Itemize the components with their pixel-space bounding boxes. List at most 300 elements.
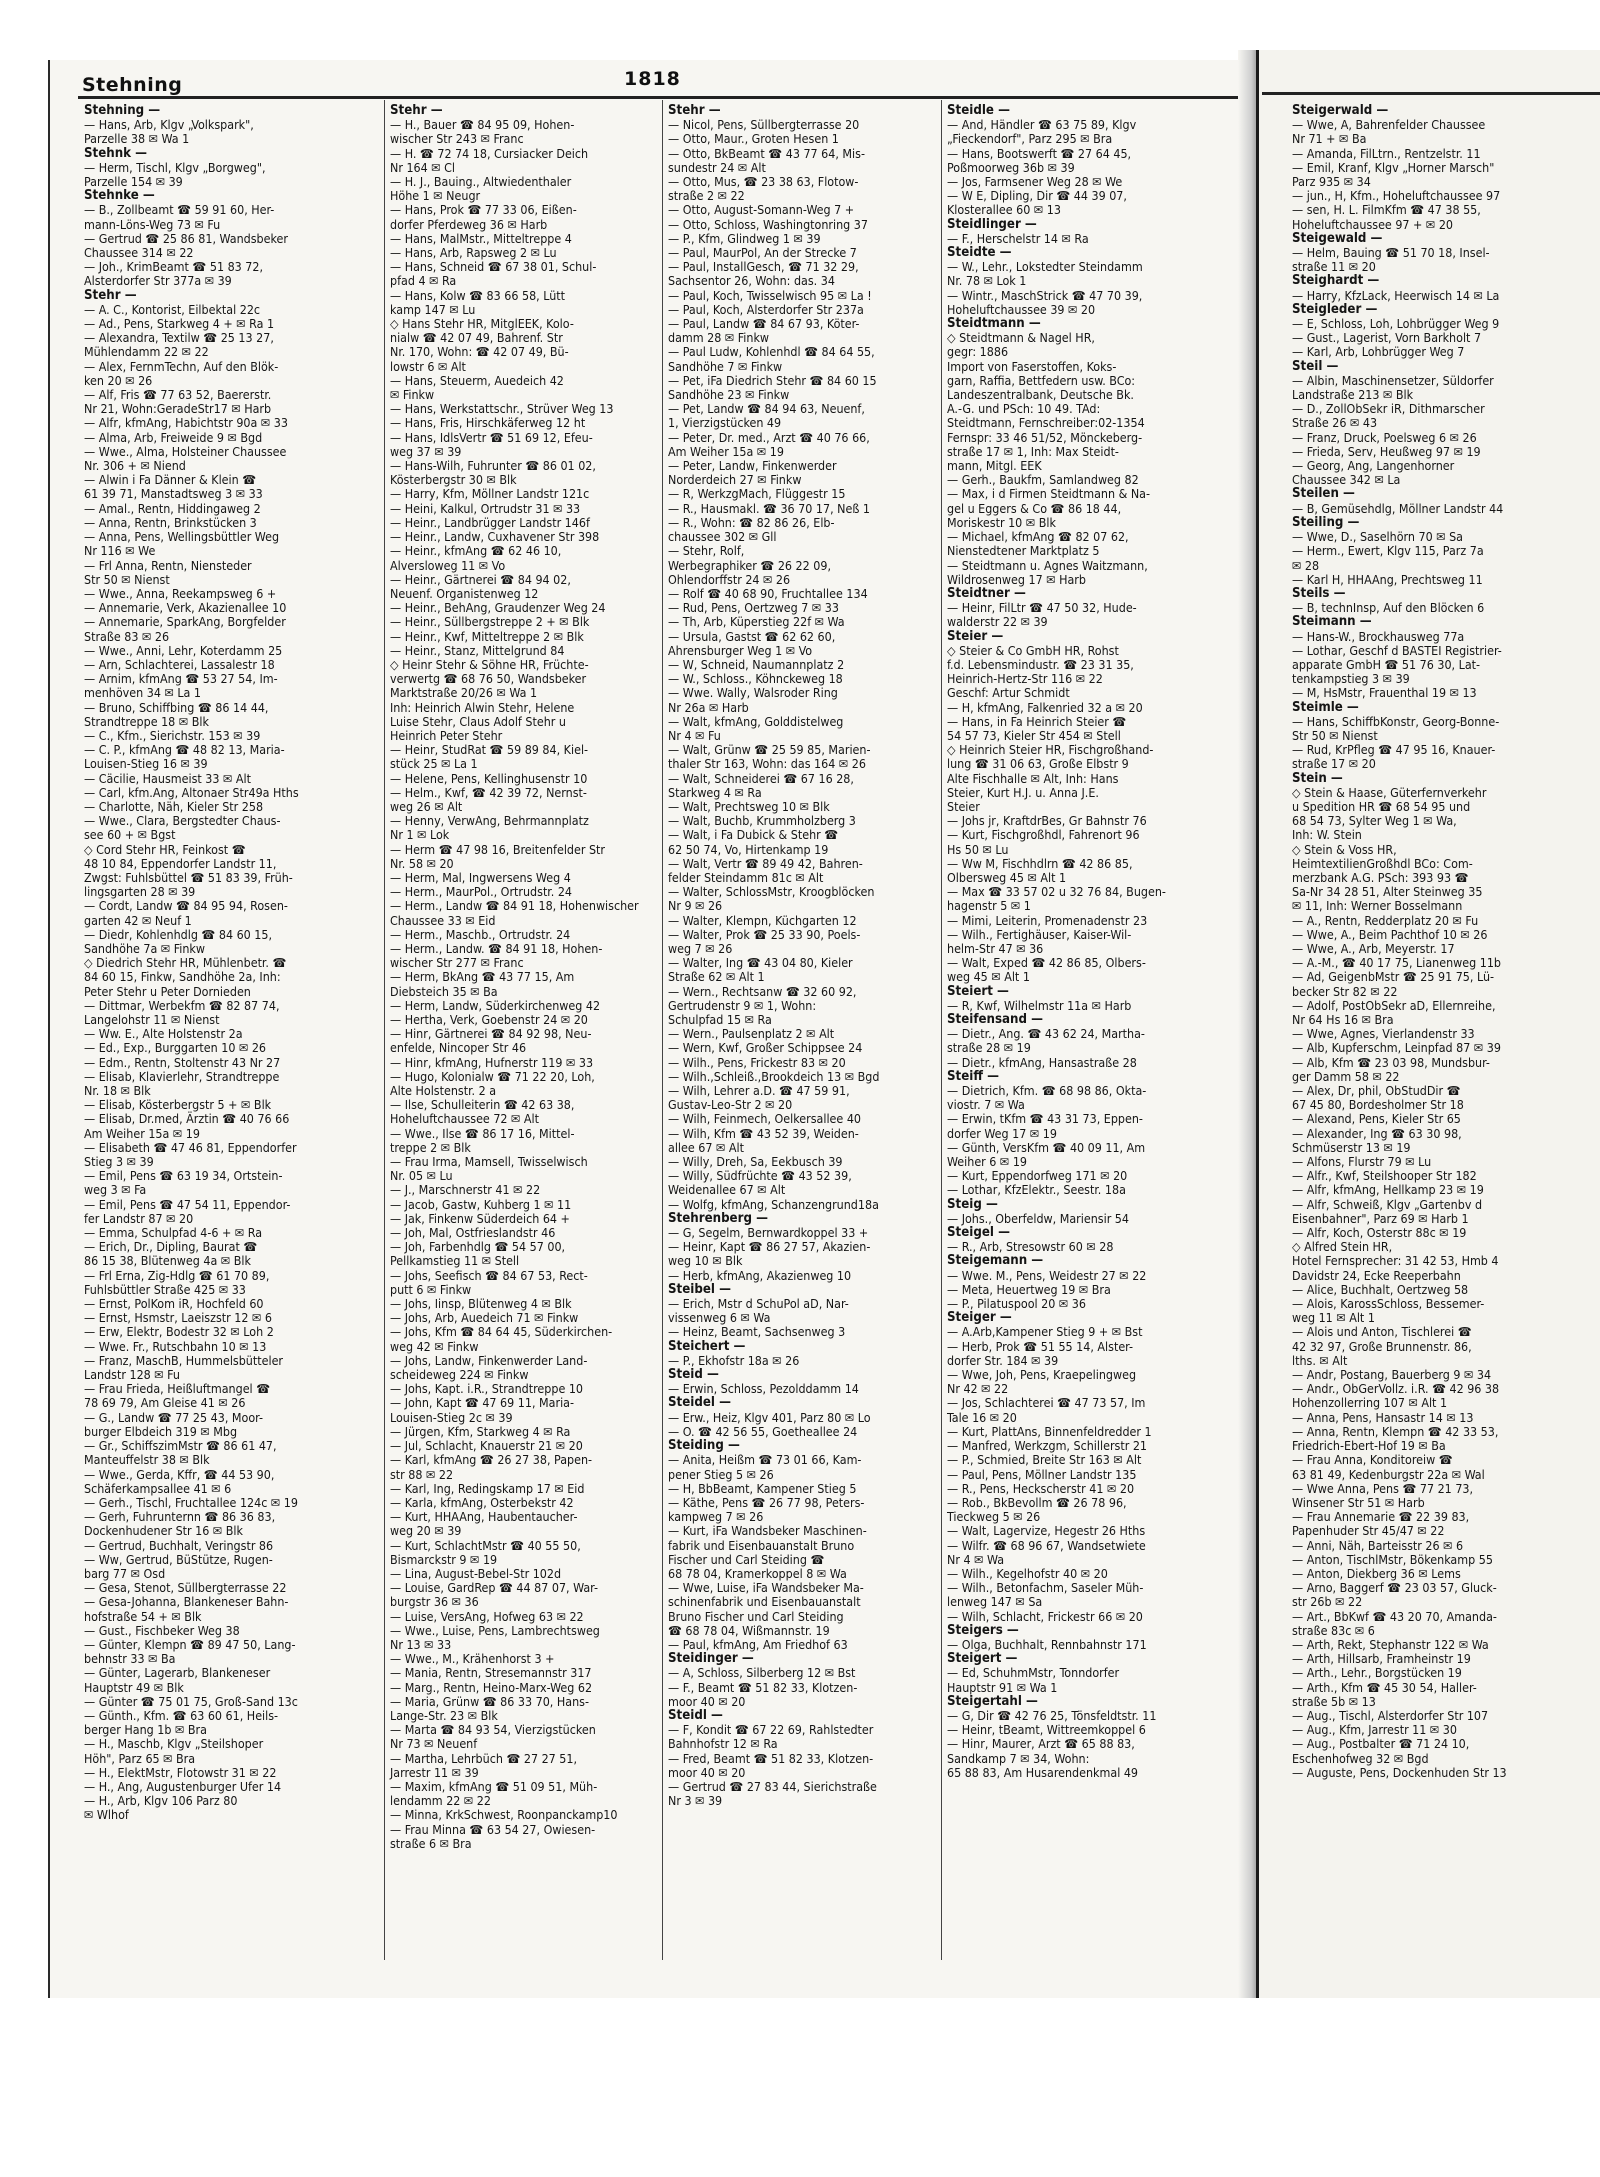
directory-line: — Amanda, FilLtrn., Rentzelstr. 11 — [1292, 145, 1481, 161]
directory-line: Steig — — [947, 1196, 998, 1212]
directory-line: — H., ElektMstr, Flotowstr 31 ✉ 22 — [84, 1764, 277, 1780]
directory-line: — Arno, Baggerf ☎ 23 03 57, Gluck- — [1292, 1580, 1497, 1596]
directory-line: — Frau Frieda, Heißluftmangel ☎ — [84, 1381, 271, 1397]
directory-line: Jarrestr 11 ✉ 39 — [390, 1764, 479, 1780]
directory-line: damm 28 ✉ Finkw — [668, 330, 770, 346]
directory-line: — A. C., Kontorist, Eilbektal 22c — [84, 301, 261, 317]
directory-line: — Heinr., Landw, Cuxhavener Str 398 — [390, 529, 600, 545]
directory-line: Strandtreppe 18 ✉ Blk — [84, 713, 209, 729]
directory-line: — Diedr, Kohlenhdlg ☎ 84 60 15, — [84, 926, 273, 942]
directory-line: — Heinr., kfmAng ☎ 62 46 10, — [390, 543, 562, 559]
directory-line: — Wilh, Lehrer a.D. ☎ 47 59 91, — [668, 1083, 850, 1099]
directory-line: — Manfred, Werkzgm, Schillerstr 21 — [947, 1438, 1147, 1454]
directory-line: lung ☎ 31 06 63, Große Elbstr 9 — [947, 756, 1129, 772]
directory-line: — A, Schloss, Silberberg 12 ✉ Bst — [668, 1665, 856, 1681]
directory-line: — Peter, Landw, Finkenwerder — [668, 458, 837, 474]
directory-line: — Wwe., Alma, Holsteiner Chaussee — [84, 443, 287, 459]
directory-line: — W E, Dipling, Dir ☎ 44 39 07, — [947, 188, 1127, 204]
directory-line: — Alfr, kfmAng, Habichtstr 90a ✉ 33 — [84, 415, 288, 431]
directory-line: Steiert — — [947, 983, 1009, 999]
directory-line: — Wwe, Luise, iFa Wandsbeker Ma- — [668, 1580, 864, 1596]
directory-line: verwertg ☎ 68 76 50, Wandsbeker — [390, 671, 587, 687]
directory-line: — Franz, Druck, Poelsweg 6 ✉ 26 — [1292, 429, 1477, 445]
directory-line: Am Weiher 15a ✉ 19 — [668, 443, 784, 459]
header-rule — [78, 96, 1238, 99]
directory-line: — Elisab, Klavierlehr, Strandtreppe — [84, 1068, 280, 1084]
directory-line: — Alfr, kfmAng, Hellkamp 23 ✉ 19 — [1292, 1182, 1484, 1198]
directory-line: Parzelle 38 ✉ Wa 1 — [84, 131, 190, 147]
directory-line: — Gust., Fischbeker Weg 38 — [84, 1622, 240, 1638]
directory-line: Steier, Kurt H.J. u. Anna J.E. — [947, 784, 1099, 800]
directory-line: mann, Mitgl. EEK — [947, 458, 1042, 474]
directory-line: Luise Stehr, Claus Adolf Stehr u — [390, 713, 566, 729]
directory-line: — Wwe., Luise, Pens, Lambrechtsweg — [390, 1622, 600, 1638]
directory-line: — Elisab, Kösterbergstr 5 + ✉ Blk — [84, 1097, 272, 1113]
directory-line: Nr 64 Hs 16 ✉ Bra — [1292, 1012, 1394, 1027]
directory-line: — Louise, GardRep ☎ 44 87 07, War- — [390, 1580, 598, 1596]
directory-line: ☎ 68 78 04, Wißmannstr. 19 — [668, 1622, 830, 1638]
directory-line: — Alexander, Ing ☎ 63 30 98, — [1292, 1125, 1462, 1141]
directory-line: — Rolf ☎ 40 68 90, Fruchtallee 134 — [668, 585, 868, 601]
directory-line: 63 81 49, Kedenburgstr 22a ✉ Wal — [1292, 1466, 1485, 1482]
directory-line: Parzelle 154 ✉ 39 — [84, 174, 183, 190]
directory-line: Inh: W. Stein — [1292, 827, 1362, 843]
directory-line: Nr. 58 ✉ 20 — [390, 855, 454, 871]
directory-line: — Walt, Grünw ☎ 25 59 85, Marien- — [668, 742, 871, 758]
directory-line: — Dietr., Ang. ☎ 43 62 24, Martha- — [947, 1026, 1145, 1042]
directory-line: — Wwe, Joh, Pens, Kraepelingweg — [947, 1367, 1137, 1383]
directory-line: — Paul, Pens, Möllner Landstr 135 — [947, 1466, 1137, 1482]
directory-line: garten 42 ✉ Neuf 1 — [84, 912, 192, 928]
directory-line: — H., Maschb, Klgv „Steilshoper — [84, 1736, 264, 1752]
directory-line: — W, Schneid, Naumannplatz 2 — [668, 656, 845, 672]
directory-line: — Gr., SchiffszimMstr ☎ 86 61 47, — [84, 1438, 277, 1454]
directory-line: Alte Fischhalle ✉ Alt, Inh: Hans — [947, 770, 1119, 786]
directory-line: HeimtextilienGroßhdl BCo: Com- — [1292, 855, 1473, 871]
directory-line: — Kurt, Eppendorfweg 171 ✉ 20 — [947, 1168, 1128, 1184]
directory-line: — Dittmar, Werbekfm ☎ 82 87 74, — [84, 997, 280, 1013]
directory-line: — Otto, August-Somann-Weg 7 + — [668, 202, 855, 218]
directory-line: Nr 73 ✉ Neuenf — [390, 1736, 478, 1752]
directory-line: apparate GmbH ☎ 51 76 30, Lat- — [1292, 656, 1481, 672]
directory-line: — Kurt, PlattAns, Binnenfeldredder 1 — [947, 1423, 1152, 1439]
directory-line: 78 69 79, Am Gleise 41 ✉ 26 — [84, 1395, 246, 1411]
directory-line: — Ww. E., Alte Holstenstr 2a — [84, 1026, 243, 1042]
directory-line: Nr. 78 ✉ Lok 1 — [947, 273, 1027, 289]
directory-line: — Walter, Klempn, Küchgarten 12 — [668, 912, 857, 928]
directory-line: — Steidtmann u. Agnes Waitzmann, — [947, 557, 1148, 573]
directory-line: — Anna, Rentn, Brinkstücken 3 — [84, 514, 257, 530]
directory-line: — Herb, Prok ☎ 51 55 14, Alster- — [947, 1338, 1133, 1354]
directory-line: Eisenbahner", Parz 69 ✉ Harb 1 — [1292, 1210, 1469, 1226]
directory-line: weg 26 ✉ Alt — [390, 798, 463, 814]
directory-line: „Fieckendorf", Parz 295 ✉ Bra — [947, 131, 1113, 147]
directory-line: — Hinr, Gärtnerei ☎ 84 92 98, Neu- — [390, 1026, 592, 1042]
directory-line: — Michael, kfmAng ☎ 82 07 62, — [947, 529, 1129, 545]
directory-line: Nr 3 ✉ 39 — [668, 1793, 723, 1809]
directory-line: Sandhöhe 7 ✉ Finkw — [668, 358, 783, 374]
directory-line: — Lothar, KfzElektr., Seestr. 18a — [947, 1182, 1126, 1198]
directory-line: — Hans-W., Brockhausweg 77a — [1292, 628, 1465, 644]
directory-line: Bruno Fischer und Carl Steiding — [668, 1608, 844, 1624]
directory-line: Nr. 05 ✉ Lu — [390, 1168, 453, 1184]
directory-line: — F, Kondit ☎ 67 22 69, Rahlstedter — [668, 1722, 874, 1738]
directory-line: — Bruno, Schiffbing ☎ 86 14 44, — [84, 699, 269, 715]
directory-line: 68 54 73, Sylter Weg 1 ✉ Wa, — [1292, 813, 1457, 829]
directory-line: Steiding — — [668, 1438, 740, 1454]
directory-line: — Kurt, SchlachtMstr ☎ 40 55 50, — [390, 1537, 581, 1553]
directory-line: 68 78 04, Kramerkoppel 8 ✉ Wa — [668, 1565, 847, 1581]
directory-line: Steigewald — — [1292, 230, 1383, 246]
directory-line: — Johs., Oberfeldw, Mariensir 54 — [947, 1210, 1129, 1226]
directory-line: Bismarckstr 9 ✉ 19 — [390, 1551, 498, 1567]
page-number: 1818 — [624, 68, 681, 90]
directory-line: Schulpfad 15 ✉ Ra — [668, 1012, 772, 1027]
directory-line: — Wwe, D., Saselhörn 70 ✉ Sa — [1292, 529, 1464, 545]
directory-line: — H, kfmAng, Falkenried 32 a ✉ 20 — [947, 699, 1143, 715]
directory-line: Stehning — — [84, 103, 161, 118]
directory-line: — Hugo, Kolonialw ☎ 71 22 20, Loh, — [390, 1068, 595, 1084]
directory-line: — A.Arb,Kampener Stieg 9 + ✉ Bst — [947, 1324, 1143, 1340]
directory-line: — Karl, Ing, Redingskamp 17 ✉ Eid — [390, 1480, 585, 1496]
directory-line: — Lothar, Geschf d BASTEI Registrier- — [1292, 642, 1502, 658]
directory-line: treppe 2 ✉ Blk — [390, 1139, 471, 1155]
directory-line: — Aug., Postbalter ☎ 71 24 10, — [1292, 1736, 1470, 1752]
directory-line: Hauptstr 49 ✉ Blk — [84, 1679, 184, 1695]
directory-line: — Fred, Beamt ☎ 51 82 33, Klotzen- — [668, 1750, 874, 1766]
directory-line: — Wilfr. ☎ 68 96 67, Wandsetwiete — [947, 1537, 1146, 1553]
column-divider — [662, 100, 663, 1960]
directory-line: — Alma, Arb, Freiweide 9 ✉ Bgd — [84, 429, 263, 445]
directory-line: lenweg 147 ✉ Sa — [947, 1594, 1043, 1610]
directory-line: — Wwe., Gerda, Kffr, ☎ 44 53 90, — [84, 1466, 275, 1482]
directory-line: — Alf, Fris ☎ 77 63 52, Baererstr. — [84, 387, 272, 403]
directory-line: 42 32 97, Große Brunnenstr. 86, — [1292, 1338, 1472, 1354]
directory-line: Ahrensburger Weg 1 ✉ Vo — [668, 642, 813, 658]
directory-line: garn, Raffia, Bettfedern usw. BCo: — [947, 372, 1136, 388]
directory-line: Alte Holstenstr. 2 a — [390, 1083, 497, 1099]
directory-line: — Karl H, HHAAng, Prechtsweg 11 — [1292, 571, 1483, 587]
directory-line: — Heinr., Landbrügger Landstr 146f — [390, 514, 590, 530]
directory-line: — Harry, Kfm, Möllner Landstr 121c — [390, 486, 590, 502]
directory-line: Winsener Str 51 ✉ Harb — [1292, 1494, 1425, 1510]
directory-line: fer Landstr 87 ✉ 20 — [84, 1210, 194, 1226]
directory-line: — Frau Anna, Konditoreiw ☎ — [1292, 1452, 1453, 1468]
directory-line: — Frl Erna, Zig-Hdlg ☎ 61 70 89, — [84, 1267, 270, 1283]
directory-line: Höhe 1 ✉ Neugr — [390, 188, 481, 204]
directory-line: Langelohstr 11 ✉ Nienst — [84, 1012, 220, 1027]
directory-line: str 26b ✉ 22 — [1292, 1594, 1363, 1610]
directory-line: — Andr, Postang, Bauerberg 9 ✉ 34 — [1292, 1367, 1492, 1383]
directory-line: — Dietr., kfmAng, Hansastraße 28 — [947, 1054, 1137, 1070]
directory-line: — Joh, Farbenhdlg ☎ 54 57 00, — [390, 1239, 566, 1255]
directory-line: — Günth, VersKfm ☎ 40 09 11, Am — [947, 1139, 1146, 1155]
directory-line: — A.-M., ☎ 40 17 75, Lianenweg 11b — [1292, 955, 1502, 971]
directory-line: — Wwe. Wally, Walsroder Ring — [668, 685, 838, 701]
directory-line: — Walt, Lagervize, Hegestr 26 Hths — [947, 1523, 1146, 1539]
directory-line: Steiger — — [947, 1310, 1012, 1326]
directory-line: Nr 71 + ✉ Ba — [1292, 131, 1367, 147]
directory-line: — Gerh., Tischl, Fruchtallee 124c ✉ 19 — [84, 1494, 298, 1510]
directory-line: — Aug., Kfm, Jarrestr 11 ✉ 30 — [1292, 1722, 1457, 1738]
directory-line: — Herm., Landw ☎ 84 91 18, Hohenwischer — [390, 898, 639, 914]
directory-line: — Wolfg, kfmAng, Schanzengrund18a — [668, 1196, 879, 1212]
directory-line: — Johs, Landw, Finkenwerder Land- — [390, 1352, 588, 1368]
directory-line: — D., ZollObSekr iR, Dithmarscher — [1292, 401, 1485, 417]
directory-line: — Auguste, Pens, Dockenhuden Str 13 — [1292, 1764, 1507, 1780]
directory-line: — Wilh., Betonfachm, Saseler Müh- — [947, 1580, 1144, 1596]
directory-line: — Jacob, Gastw, Kuhberg 1 ✉ 11 — [390, 1196, 572, 1212]
directory-line: — B, Gemüsehdlg, Möllner Landstr 44 — [1292, 500, 1504, 516]
directory-line: — Hans, MalMstr., Mitteltreppe 4 — [390, 230, 572, 246]
directory-line: — Max, i d Firmen Steidtmann & Na- — [947, 486, 1151, 502]
directory-line: — Anna, Pens, Hansastr 14 ✉ 13 — [1292, 1409, 1474, 1425]
directory-line: — Marta ☎ 84 93 54, Vierzigstücken — [390, 1722, 596, 1738]
directory-line: — Günter, Lagerarb, Blankeneser — [84, 1665, 271, 1681]
directory-line: — Edm., Rentn, Stoltenstr 43 Nr 27 — [84, 1054, 281, 1070]
directory-line: Alsterdorfer Str 377a ✉ 39 — [84, 273, 232, 289]
directory-line: — Willy, Südfrüchte ☎ 43 52 39, — [668, 1168, 852, 1184]
directory-line: Nr 1 ✉ Lok — [390, 827, 450, 843]
directory-line: weg 7 ✉ 26 — [668, 940, 733, 956]
directory-line: Steilen — — [1292, 486, 1355, 502]
directory-line: behnstr 33 ✉ Ba — [84, 1651, 176, 1667]
directory-line: — Joh, Mal, Ostfrieslandstr 46 — [390, 1225, 556, 1241]
directory-line: Louisen-Stieg 16 ✉ 39 — [84, 756, 208, 772]
directory-line: Landstraße 213 ✉ Blk — [1292, 387, 1414, 403]
directory-line: — Olga, Buchhalt, Rennbahnstr 171 — [947, 1636, 1147, 1652]
directory-line: Stehr — — [668, 103, 721, 118]
directory-line: wischer Str 277 ✉ Franc — [390, 955, 524, 971]
directory-line: — Herm, Mal, Ingwersens Weg 4 — [390, 869, 571, 885]
directory-line: burger Elbdeich 319 ✉ Mbg — [84, 1423, 238, 1439]
directory-line: — Käthe, Pens ☎ 26 77 98, Peters- — [668, 1494, 865, 1510]
directory-line: — Walter, SchlossMstr, Kroogblöcken — [668, 884, 875, 900]
directory-line: — Alice, Buchhalt, Oertzweg 58 — [1292, 1281, 1469, 1297]
directory-line: — Walter, Ing ☎ 43 04 80, Kieler — [668, 955, 853, 971]
directory-line: — Johs, Kapt. i.R., Strandtreppe 10 — [390, 1381, 584, 1397]
directory-line: — Erwin, Schloss, Pezolddamm 14 — [668, 1381, 859, 1397]
directory-line: — Pet, iFa Diedrich Stehr ☎ 84 60 15 — [668, 372, 877, 388]
directory-line: — R., Pens, Heckscherstr 41 ✉ 20 — [947, 1480, 1135, 1496]
directory-line: — Wilh., Fertighäuser, Kaiser-Wil- — [947, 926, 1132, 942]
directory-line: — Aug., Tischl, Alsterdorfer Str 107 — [1292, 1707, 1489, 1723]
directory-line: — Elisabeth ☎ 47 46 81, Eppendorfer — [84, 1139, 297, 1155]
directory-line: — Minna, KrkSchwest, Roonpanckamp10 — [390, 1807, 618, 1823]
directory-line: — Walt, Schneiderei ☎ 67 16 28, — [668, 770, 854, 786]
directory-line: stück 25 ✉ La 1 — [390, 756, 478, 772]
directory-line: Tieckweg 5 ✉ 26 — [947, 1509, 1041, 1525]
directory-line: — Anton, Diekberg 36 ✉ Lems — [1292, 1565, 1461, 1581]
directory-line: pfad 4 ✉ Ra — [390, 273, 457, 289]
directory-line: — H. J., Bauing., Altwiedenthaler — [390, 174, 572, 190]
directory-line: — Andr., ObGerVollz. i.R. ☎ 42 96 38 — [1292, 1381, 1500, 1397]
directory-line: Hohenzollerring 107 ✉ Alt 1 — [1292, 1395, 1448, 1411]
directory-line: straße 17 ✉ 1, Inh: Max Steidt- — [947, 443, 1119, 459]
directory-line: — jun., H, Kfm., Hoheluftchaussee 97 — [1292, 188, 1501, 204]
directory-line: — Wwe, Agnes, Vierlandenstr 33 — [1292, 1026, 1475, 1042]
directory-line: — Jul, Schlacht, Knauerstr 21 ✉ 20 — [390, 1438, 583, 1454]
directory-line: — Herm., MaurPol., Ortrudstr. 24 — [390, 884, 573, 900]
directory-line: — P., Kfm, Glindweg 1 ✉ 39 — [668, 230, 821, 246]
directory-line: — Nicol, Pens, Süllbergterrasse 20 — [668, 117, 860, 133]
directory-line: — Wwe, A., Beim Pachthof 10 ✉ 26 — [1292, 926, 1488, 942]
directory-line: nialw ☎ 42 07 49, Bahrenf. Str — [390, 330, 563, 346]
directory-line: pener Stieg 5 ✉ 26 — [668, 1466, 774, 1482]
directory-line: Friedrich-Ebert-Hof 19 ✉ Ba — [1292, 1438, 1446, 1454]
directory-line: Steier — — [947, 628, 1004, 644]
directory-line: — Harry, KfzLack, Heerwisch 14 ✉ La — [1292, 287, 1500, 303]
directory-line: — And, Händler ☎ 63 75 89, Klgv — [947, 117, 1137, 133]
directory-line: Hotel Fernsprecher: 31 42 53, Hmb 4 — [1292, 1253, 1499, 1269]
directory-line: — Wwe., M., Krähenhorst 3 + — [390, 1651, 555, 1667]
directory-line: Steiff — — [947, 1068, 999, 1084]
directory-line: enfelde, Nincoper Str 46 — [390, 1040, 527, 1056]
directory-line: u Spedition HR ☎ 68 54 95 und — [1292, 798, 1471, 814]
directory-line: — Alois und Anton, Tischlerei ☎ — [1292, 1324, 1472, 1340]
directory-line: — Paul, Koch, Twisselwisch 95 ✉ La ! — [668, 287, 872, 303]
directory-line: hofstraße 54 + ✉ Blk — [84, 1608, 202, 1624]
directory-line: Nr 9 ✉ 26 — [668, 898, 723, 914]
directory-line: Straße 83 ✉ 26 — [84, 628, 170, 644]
directory-line: Klosterallee 60 ✉ 13 — [947, 202, 1061, 218]
directory-line: — Walt, Vertr ☎ 89 49 42, Bahren- — [668, 855, 863, 871]
directory-line: felder Steindamm 81c ✉ Alt — [668, 869, 824, 885]
directory-line: — Carl, kfm.Ang, Altonaer Str49a Hths — [84, 784, 299, 800]
directory-line: viostr. 7 ✉ Wa — [947, 1097, 1025, 1113]
directory-line: — Wilh, Schlacht, Frickestr 66 ✉ 20 — [947, 1608, 1143, 1624]
directory-line: — Paul, Landw ☎ 84 67 93, Köter- — [668, 316, 860, 332]
directory-line: — H., Ang, Augustenburger Ufer 14 — [84, 1778, 282, 1794]
directory-line: Geschf: Artur Schmidt — [947, 685, 1070, 701]
directory-line: — R, Kwf, Wilhelmstr 11a ✉ Harb — [947, 997, 1132, 1013]
directory-line: 54 57 73, Kieler Str 454 ✉ Stell — [947, 727, 1121, 743]
directory-line: Höh", Parz 65 ✉ Bra — [84, 1750, 196, 1766]
directory-line: straße 11 ✉ 20 — [1292, 259, 1376, 275]
directory-line: Steigleder — — [1292, 301, 1378, 317]
directory-line: — Alexand, Pens, Kieler Str 65 — [1292, 1111, 1461, 1127]
directory-line: Weidenallee 67 ✉ Alt — [668, 1182, 786, 1198]
directory-line: — Alfr., Kwf, Steilshooper Str 182 — [1292, 1168, 1477, 1184]
directory-line: berger Hang 1b ✉ Bra — [84, 1722, 207, 1738]
directory-line: — H., Arb, Klgv 106 Parz 80 — [84, 1793, 238, 1809]
directory-line: moor 40 ✉ 20 — [668, 1693, 746, 1709]
directory-line: ◇ Hans Stehr HR, MitglEEK, Kolo- — [390, 316, 574, 332]
directory-line: — Herm, Landw, Süderkirchenweg 42 — [390, 997, 601, 1013]
directory-line: Dockenhudener Str 16 ✉ Blk — [84, 1523, 243, 1539]
directory-line: wischer Str 243 ✉ Franc — [390, 131, 524, 147]
directory-line: — Hinr, kfmAng, Hufnerstr 119 ✉ 33 — [390, 1054, 594, 1070]
directory-line: Hoheluftchaussee 72 ✉ Alt — [390, 1111, 540, 1127]
directory-line: — Gertrud, Buchhalt, Veringstr 86 — [84, 1537, 274, 1553]
directory-line: — Helm., Kwf, ☎ 42 39 72, Nernst- — [390, 784, 587, 800]
directory-line: — Hans, SchiffbKonstr, Georg-Bonne- — [1292, 713, 1500, 729]
directory-line: Gertrudenstr 9 ✉ 1, Wohn: — [668, 997, 817, 1013]
directory-line: — Ed., Exp., Burggarten 10 ✉ 26 — [84, 1040, 267, 1056]
directory-line: Steier — [947, 798, 980, 814]
directory-line: Steidtmann, Fernschreiber:02-1354 — [947, 415, 1145, 431]
directory-line: — W., Schloss., Köhnckeweg 18 — [668, 671, 843, 687]
directory-line: — Gerh, Fuhrunternn ☎ 86 36 83, — [84, 1509, 276, 1525]
directory-line: Heinrich-Hertz-Str 116 ✉ 22 — [947, 671, 1103, 687]
directory-line: Steiling — — [1292, 514, 1360, 530]
directory-line: fabrik und Eisenbauanstalt Bruno — [668, 1537, 855, 1553]
directory-line: ken 20 ✉ 26 — [84, 372, 153, 388]
directory-line: Starkweg 4 ✉ Ra — [668, 784, 762, 800]
directory-line: — Wwe., Ilse ☎ 86 17 16, Mittel- — [390, 1125, 575, 1141]
directory-line: Peter Stehr u Peter Dornieden — [84, 983, 251, 999]
directory-line: gel u Eggers & Co ☎ 86 18 44, — [947, 500, 1122, 516]
directory-line: — Alb, Kfm ☎ 23 03 98, Mundsbur- — [1292, 1054, 1490, 1070]
directory-line: Str 50 ✉ Nienst — [84, 571, 170, 587]
directory-line: — Hans, Fris, Hirschkäferweg 12 ht — [390, 415, 586, 431]
directory-line: Bahnhofstr 12 ✉ Ra — [668, 1736, 778, 1752]
directory-line: Sachsentor 26, Wohn: das. 34 — [668, 273, 835, 289]
directory-line: 65 88 83, Am Husarendenkmal 49 — [947, 1764, 1139, 1780]
directory-line: — Wwe. Fr., Rutschbahn 10 ✉ 13 — [84, 1338, 267, 1354]
directory-line: — Johs, Seefisch ☎ 84 67 53, Rect- — [390, 1267, 588, 1283]
directory-line: — Maria, Grünw ☎ 86 33 70, Hans- — [390, 1693, 589, 1709]
directory-line: — Rob., BkBevollm ☎ 26 78 96, — [947, 1494, 1127, 1510]
directory-line: ◇ Alfred Stein HR, — [1292, 1239, 1393, 1255]
directory-line: — Arn, Schlachterei, Lassalestr 18 — [84, 656, 275, 672]
directory-line: — Günter, Klempn ☎ 89 47 50, Lang- — [84, 1636, 296, 1652]
directory-line: — G, Segelm, Bernwardkoppel 33 + — [668, 1225, 869, 1241]
directory-line: Nienstedtener Marktplatz 5 — [947, 543, 1100, 559]
directory-line: Davidstr 24, Ecke Reeperbahn — [1292, 1267, 1461, 1283]
directory-line: — P., Pilatuspool 20 ✉ 36 — [947, 1296, 1086, 1312]
directory-line: — Alfons, Flurstr 79 ✉ Lu — [1292, 1154, 1432, 1170]
directory-line: see 60 + ✉ Bgst — [84, 827, 176, 843]
directory-line: 48 10 84, Eppendorfer Landstr 11, — [84, 855, 277, 871]
directory-line: straße 83c ✉ 6 — [1292, 1622, 1375, 1638]
directory-line: — Wwe, A, Bahrenfelder Chaussee — [1292, 117, 1486, 133]
directory-line: — Alb, Kupferschm, Leinpfad 87 ✉ 39 — [1292, 1040, 1501, 1056]
directory-line: — Erw., Heiz, Klgv 401, Parz 80 ✉ Lo — [668, 1409, 871, 1425]
directory-line: — Walt, Prechtsweg 10 ✉ Blk — [668, 798, 830, 814]
directory-line: — Dietrich, Kfm. ☎ 68 98 86, Okta- — [947, 1083, 1147, 1099]
directory-line: — Ilse, Schulleiterin ☎ 42 63 38, — [390, 1097, 575, 1113]
directory-line: straße 28 ✉ 19 — [947, 1040, 1031, 1056]
directory-line: Nr. 306 + ✉ Niend — [84, 458, 186, 474]
directory-line: Sandkamp 7 ✉ 34, Wohn: — [947, 1750, 1090, 1766]
directory-line: weg 42 ✉ Finkw — [390, 1338, 479, 1354]
directory-line: Inh: Heinrich Alwin Stehr, Helene — [390, 699, 575, 715]
directory-line: Nr. 18 ✉ Blk — [84, 1083, 151, 1099]
directory-line: — R., Wohn: ☎ 82 86 26, Elb- — [668, 514, 835, 530]
directory-line: — Walt, kfmAng, Golddistelweg — [668, 713, 844, 729]
directory-line: Steimle — — [1292, 699, 1359, 715]
directory-line: merzbank A.G. PSch: 393 93 ☎ — [1292, 869, 1469, 885]
directory-line: — Adolf, PostObSekr aD, Ellernreihe, — [1292, 997, 1496, 1013]
directory-line: — Paul, Koch, Alsterdorfer Str 237a — [668, 301, 864, 317]
directory-line: — Lina, August-Bebel-Str 102d — [390, 1565, 562, 1581]
directory-line: Stieg 3 ✉ 39 — [84, 1154, 154, 1170]
directory-line: — Ernst, PolKom iR, Hochfeld 60 — [84, 1296, 264, 1312]
directory-line: — Johs jr, KraftdrBes, Gr Bahnstr 76 — [947, 813, 1147, 829]
directory-line: Marktstraße 20/26 ✉ Wa 1 — [390, 685, 538, 701]
directory-line: Stein — — [1292, 770, 1343, 786]
directory-line: — F., Herschelstr 14 ✉ Ra — [947, 230, 1089, 246]
directory-line: — Walt, Buchb, Krummholzberg 3 — [668, 813, 856, 829]
directory-line: — Annemarie, SparkAng, Borgfelder — [84, 614, 286, 630]
directory-column-3 — [668, 104, 879, 1808]
directory-line: ◇ Heinrich Steier HR, Fischgroßhand- — [947, 742, 1154, 758]
directory-line: — Gesa-Johanna, Blankeneser Bahn- — [84, 1594, 289, 1610]
directory-line: lendamm 22 ✉ 22 — [390, 1793, 491, 1809]
directory-line: — Alexandra, Textilw ☎ 25 13 27, — [84, 330, 274, 346]
directory-line: — Herm ☎ 47 98 16, Breitenfelder Str — [390, 841, 605, 857]
